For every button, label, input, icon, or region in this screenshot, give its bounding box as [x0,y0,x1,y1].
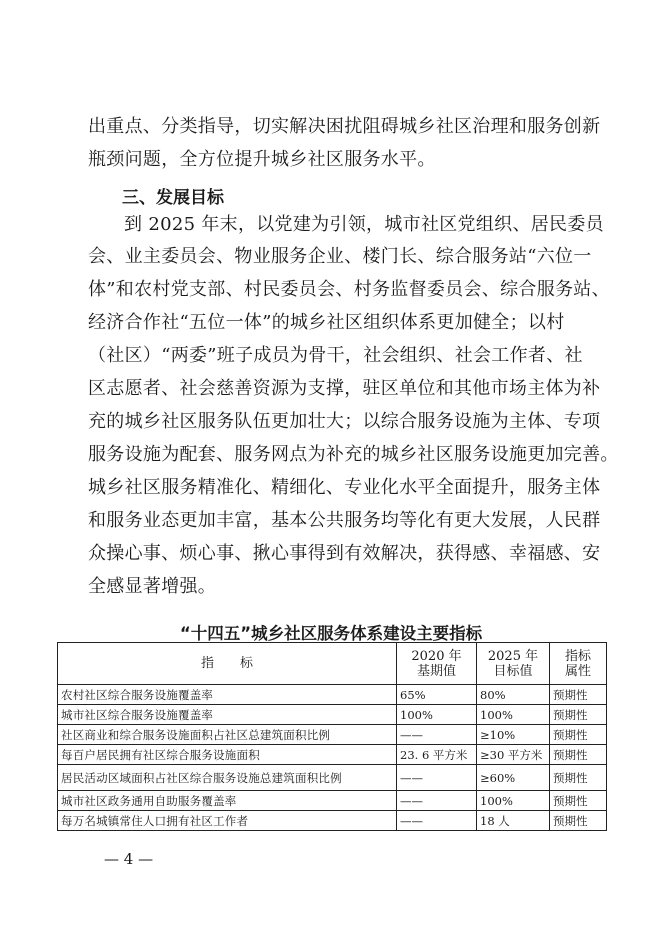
cell-attr: 预期性 [550,725,607,745]
table-row [58,811,607,831]
header-attr [550,643,607,685]
cell-base: 65% [397,685,477,705]
text-line: 区志愿者、社会慈善资源为支撑，驻区单位和其他市场主体为补 [88,378,601,399]
cell-target: ≥30 平方米 [477,745,550,765]
header-target [477,643,550,685]
table-row [58,725,607,745]
cell-base: 23. 6 平方米 [397,745,477,765]
cell-attr: 预期性 [550,765,607,791]
page-number: — 4 — [104,850,154,868]
cell-indicator: 每万名城镇常住人口拥有社区工作者 [58,811,397,831]
cell-target: 100% [477,705,550,725]
text-line: 会、业主委员会、物业服务企业、楼门长、综合服务站“六位一 [88,246,592,267]
text-line: 经济合作社“五位一体”的城乡社区组织体系更加健全；以村 [88,312,565,333]
text-line: 到 2025 年末，以党建为引领，城市社区党组织、居民委员 [124,214,604,235]
header-attr-l2: 属性 [564,663,591,679]
text-line: 全感显著增强。 [88,576,217,597]
table-row [58,705,607,725]
table-header-row [58,643,607,685]
cell-attr: 预期性 [550,811,607,831]
text-line: 瓶颈问题，全方位提升城乡社区服务水平。 [88,149,436,170]
header-target-label: 目标值 [493,663,533,679]
cell-attr: 预期性 [550,685,607,705]
cell-attr: 预期性 [550,791,607,811]
text-line: 城乡社区服务精准化、精细化、专业化水平全面提升，服务主体 [88,477,601,498]
cell-attr: 预期性 [550,745,607,765]
cell-base: —— [397,811,477,831]
text-line: 服务设施为配套、服务网点为补充的城乡社区服务设施更加完善。 [88,444,619,465]
table-row [58,765,607,791]
cell-target: 18 人 [477,811,550,831]
indicators-table [57,642,607,831]
cell-base: —— [397,725,477,745]
cell-indicator: 农村社区综合服务设施覆盖率 [58,685,397,705]
table-row [58,685,607,705]
text-line: 和服务业态更加丰富，基本公共服务均等化有更大发展，人民群 [88,510,601,531]
cell-attr: 预期性 [550,705,607,725]
cell-indicator: 城市社区综合服务设施覆盖率 [58,705,397,725]
text-line: 充的城乡社区服务队伍更加壮大；以综合服务设施为主体、专项 [88,411,601,432]
cell-target: 80% [477,685,550,705]
cell-indicator: 社区商业和综合服务设施面积占社区总建筑面积比例 [58,725,397,745]
section-heading: 三、发展目标 [122,188,224,208]
header-attr-l1: 指标 [564,648,591,664]
header-target-year: 2025 年 [487,648,539,664]
cell-base: —— [397,791,477,811]
text-line: （社区）“两委”班子成员为骨干，社会组织、社会工作者、社 [88,345,583,366]
cell-base: —— [397,765,477,791]
cell-base: 100% [397,705,477,725]
table-row [58,745,607,765]
header-base [397,643,477,685]
cell-target: ≥10% [477,725,550,745]
cell-target: 100% [477,791,550,811]
cell-indicator: 城市社区政务通用自助服务覆盖率 [58,791,397,811]
cell-indicator: 居民活动区域面积占社区综合服务设施总建筑面积比例 [58,765,397,791]
table-title: “十四五”城乡社区服务体系建设主要指标 [179,624,483,643]
header-base-label: 基期值 [416,663,456,679]
text-line: 出重点、分类指导，切实解决困扰阻碍城乡社区治理和服务创新 [88,116,601,137]
text-line: 体”和农村党支部、村民委员会、村务监督委员会、综合服务站、 [88,279,610,300]
cell-target: ≥60% [477,765,550,791]
header-base-year: 2020 年 [411,648,462,664]
header-indicator: 指 标 [58,643,397,685]
text-line: 众操心事、烦心事、揪心事得到有效解决，获得感、幸福感、安 [88,543,601,564]
table-row [58,791,607,811]
cell-indicator: 每百户居民拥有社区综合服务设施面积 [58,745,397,765]
